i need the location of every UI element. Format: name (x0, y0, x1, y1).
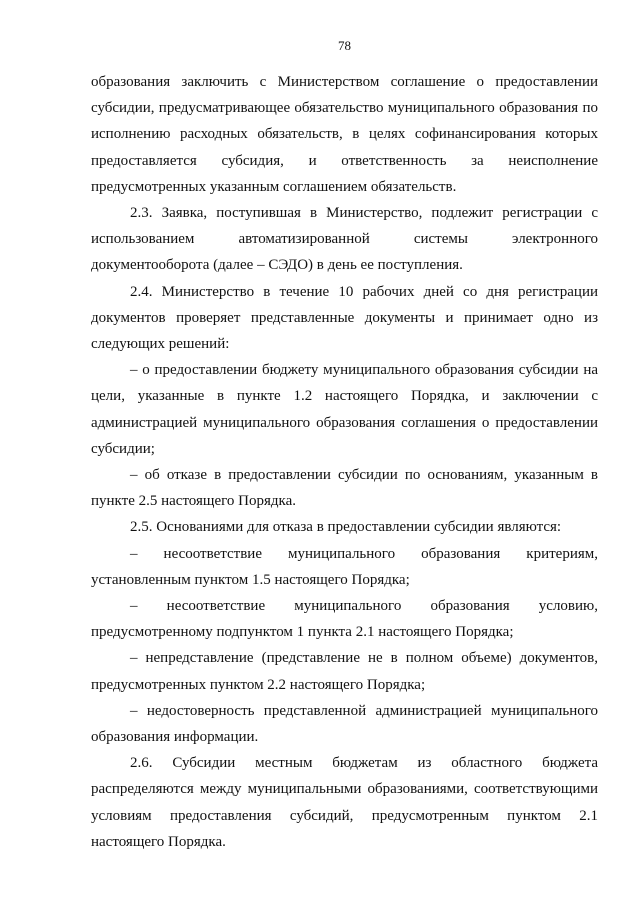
list-item-criteria-mismatch: – несоответствие муниципального образования критериям, установленным пунктом 1.5 настоящего Порядка; (91, 545, 598, 588)
paragraph-2-3: 2.3. Заявка, поступившая в Министерство, подлежит регистрации с использованием автоматизированной системы электронного документооборота (далее – СЭДО) в день ее поступления. (91, 205, 598, 274)
list-item-documents-missing: – непредставление (представление не в полном объеме) документов, предусмотренных пунктом 2.2 настоящего Порядка; (91, 650, 598, 693)
list-item-refusal-decision: – об отказе в предоставлении субсидии по основаниям, указанным в пункте 2.5 настоящего Порядка. (91, 467, 598, 510)
paragraph-2-5: 2.5. Основаниями для отказа в предоставлении субсидии являются: (130, 519, 562, 536)
paragraph-2-6: 2.6. Субсидии местным бюджетам из областного бюджета распределяются между муниципальными образованиями, соответствующими условиям предоставления субсидий, предусмотренным пунктом 2.1 настоящего Порядка. (91, 755, 598, 850)
list-item-grant-decision: – о предоставлении бюджету муниципального образования субсидии на цели, указанные в пункте 1.2 настоящего Порядка, и заключении с администрацией муниципального образования соглашения о предоставлении субсидии; (91, 362, 598, 457)
paragraph-continuation: образования заключить с Министерством соглашение о предоставлении субсидии, предусматривающее обязательство муниципального образования по исполнению расходных обязательств, в целях софинансирования которых предоставляется субсидия, и ответственность за неисполнение предусмотренных указанным соглашением обязательств. (91, 74, 598, 195)
list-item-unreliable-info: – недостоверность представленной администрацией муниципального образования информации. (91, 702, 598, 746)
list-item-condition-mismatch: – несоответствие муниципального образования условию, предусмотренному подпунктом 1 пункта 2.1 настоящего Порядка; (91, 598, 598, 641)
paragraph-2-4: 2.4. Министерство в течение 10 рабочих дней со дня регистрации документов проверяет представленные документы и принимает одно из следующих решений: (91, 283, 598, 353)
page-number: 78 (338, 38, 351, 53)
